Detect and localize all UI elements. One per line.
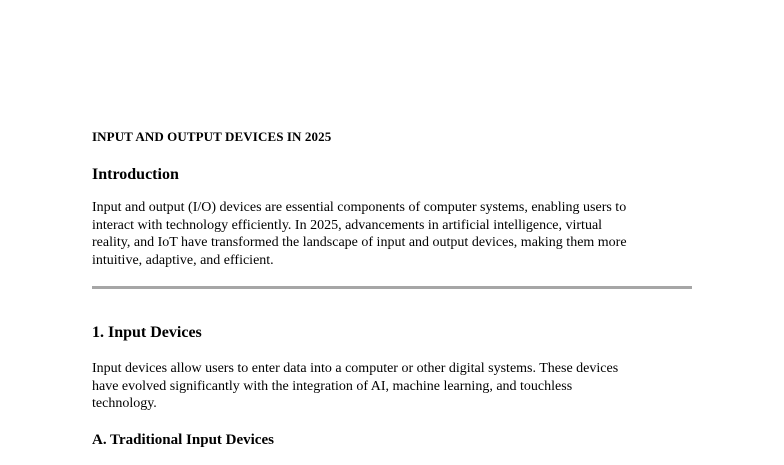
document-body bbox=[92, 128, 692, 465]
document-title: INPUT AND OUTPUT DEVICES IN 2025 bbox=[92, 129, 332, 144]
introduction-line: Input and output (I/O) devices are essential components of computer systems, enabling users to bbox=[92, 200, 627, 215]
traditional-input-devices-subheading: A. Traditional Input Devices bbox=[92, 431, 274, 448]
introduction-heading: Introduction bbox=[92, 166, 179, 183]
input-devices-paragraph bbox=[92, 360, 682, 413]
introduction-line: interact with technology efficiently. In 2025, advancements in artificial intelligence, virtual bbox=[92, 217, 603, 233]
input-devices-line: Input devices allow users to enter data into a computer or other digital systems. These devices bbox=[92, 361, 619, 376]
horizontal-divider bbox=[92, 286, 692, 289]
input-devices-line: have evolved significantly with the integration of AI, machine learning, and touchless bbox=[92, 378, 573, 394]
introduction-paragraph bbox=[92, 199, 692, 269]
introduction-line: intuitive, adaptive, and efficient. bbox=[92, 252, 274, 268]
introduction-line: reality, and IoT have transformed the landscape of input and output devices, making them more bbox=[92, 235, 627, 250]
input-devices-heading: 1. Input Devices bbox=[92, 324, 202, 341]
input-devices-line: technology. bbox=[92, 396, 157, 411]
